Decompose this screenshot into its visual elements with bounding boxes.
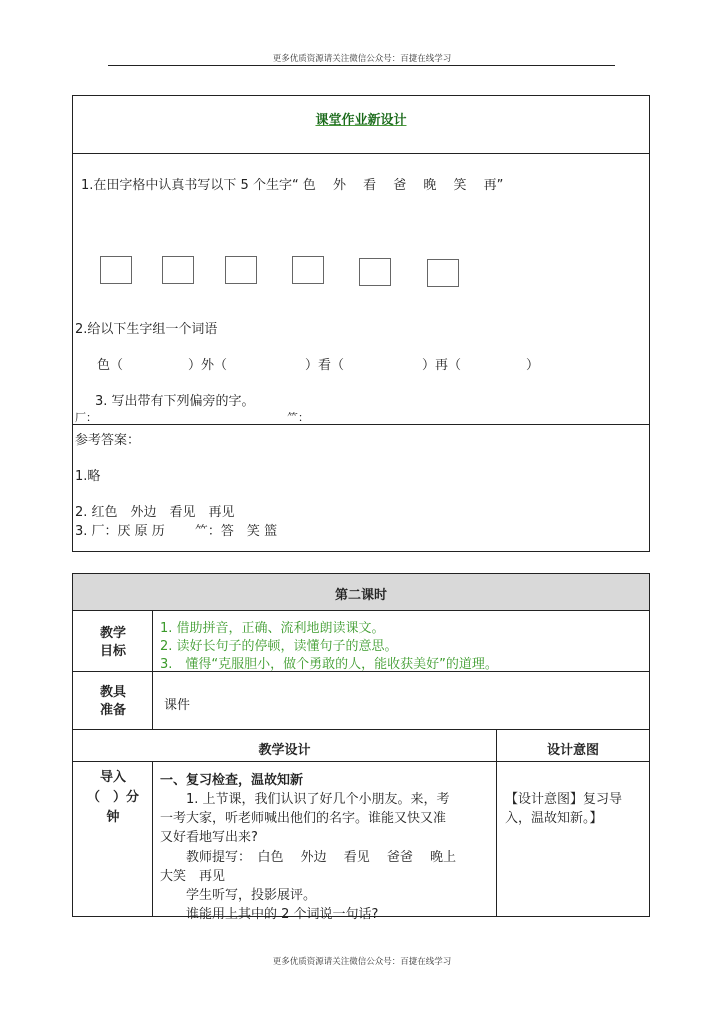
goals-label <box>73 625 153 661</box>
intent-header: 设计意图 <box>546 743 599 758</box>
writing-grid-box <box>225 256 257 284</box>
question-1: 1.在田字格中认真书写以下 5 个生字“ 色 外 看 爸 晚 笑 再” <box>81 178 504 193</box>
question-2-blanks: 色（ ）外（ ）看（ ）再（ ） <box>97 358 540 373</box>
writing-grid-box <box>162 256 194 284</box>
intro-label-line: 钟 <box>106 810 120 825</box>
footer-note: 更多优质资源请关注微信公众号：百捷在线学习 <box>272 957 452 967</box>
header-divider <box>108 65 615 66</box>
answers-divider <box>73 424 649 425</box>
label-column-divider <box>152 611 153 730</box>
design-header: 教学设计 <box>258 743 311 758</box>
header-note: 更多优质资源请关注微信公众号：百捷在线学习 <box>272 54 452 64</box>
radical-2: ⺮： <box>287 411 309 424</box>
tools-label-line: 教具 <box>99 685 126 700</box>
body-line: 大笑 再见 <box>160 869 226 884</box>
goals-label-line: 教学 <box>99 626 126 641</box>
design-header-row <box>73 730 649 762</box>
body-line: 学生听写，投影展评。 <box>160 888 317 903</box>
writing-grid-box <box>100 256 132 284</box>
goals-row <box>73 611 649 672</box>
intro-label-line: （ ）分 <box>86 790 139 805</box>
writing-grid-box <box>427 259 459 287</box>
lesson-table <box>72 573 650 922</box>
radical-1: 厂： <box>75 411 97 424</box>
answer-3: 3. 厂：厌 原 历 ⺮：答 笑 篮 <box>75 524 278 539</box>
homework-title-row <box>73 96 649 154</box>
answer-1: 1.略 <box>75 469 101 484</box>
tools-value: 课件 <box>164 698 191 713</box>
goal-item: 1. 借助拼音，正确、流利地朗读课文。 <box>160 621 385 636</box>
goal-item: 3. 懂得“克服胆小，做个勇敢的人，能收获美好”的道理。 <box>160 657 498 672</box>
answer-2: 2. 红色 外边 看见 再见 <box>75 505 235 520</box>
body-line: 又好看地写出来? <box>160 830 258 845</box>
goals-label-line: 目标 <box>99 644 126 659</box>
intro-label-line: 导入 <box>99 770 126 785</box>
question-2: 2.给以下生字组一个词语 <box>75 322 218 337</box>
homework-title: 课堂作业新设计 <box>315 113 407 128</box>
body-line: 一考大家，听老师喊出他们的名字。谁能又快又准 <box>160 811 447 826</box>
writing-grid-box <box>359 258 391 286</box>
tools-label <box>73 684 153 720</box>
homework-box <box>72 95 650 552</box>
lesson-title: 第二课时 <box>334 588 387 603</box>
intro-label <box>73 768 153 828</box>
intent-line: 【设计意图】复习导 <box>505 792 623 807</box>
writing-grid-box <box>292 256 324 284</box>
section-title: 一、复习检查，温故知新 <box>160 773 304 788</box>
question-3: 3. 写出带有下列偏旁的字。 <box>95 394 255 409</box>
intent-column-divider <box>496 730 497 917</box>
tools-label-line: 准备 <box>99 703 126 718</box>
answers-title: 参考答案： <box>75 433 141 448</box>
body-line: 谁能用上其中的 2 个词说一句话? <box>160 907 379 922</box>
goal-item: 2. 读好长句子的停顿，读懂句子的意思。 <box>160 639 398 654</box>
lesson-title-row <box>73 574 649 611</box>
tools-row <box>73 672 649 730</box>
intent-line: 入，温故知新。】 <box>505 811 603 826</box>
body-line: 教师提写： 白色 外边 看见 爸爸 晚上 <box>160 850 457 865</box>
body-line: 1. 上节课，我们认识了好几个小朋友。来，考 <box>160 792 450 807</box>
